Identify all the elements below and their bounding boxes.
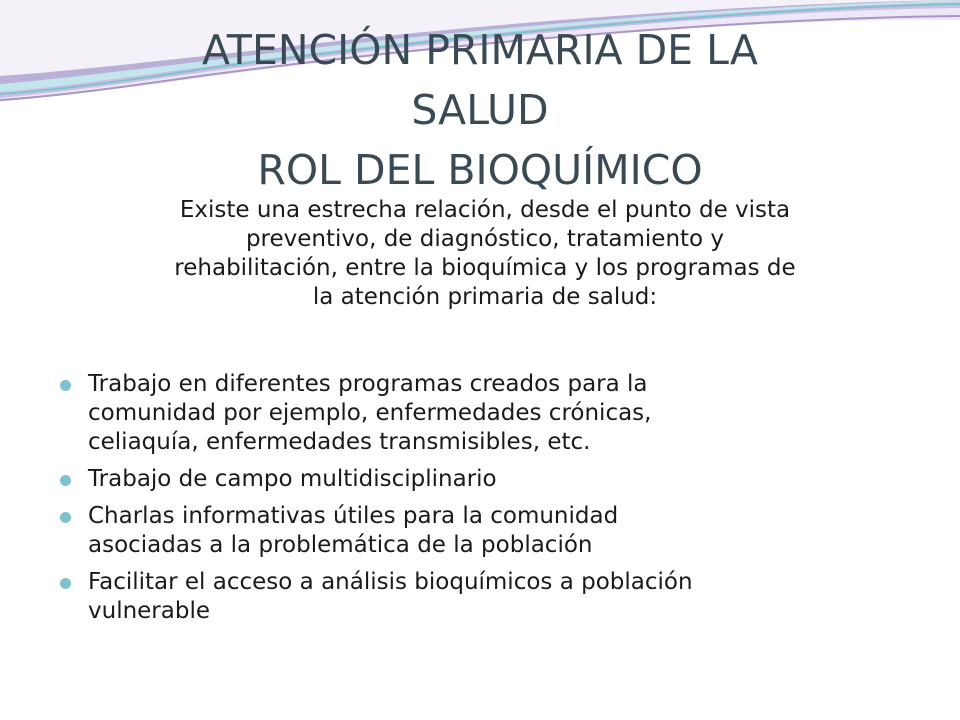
bullet-dot-icon bbox=[60, 380, 71, 391]
title-line: SALUD bbox=[411, 86, 549, 134]
bullet-item bbox=[60, 370, 920, 457]
bullet-text: Trabajo de campo multidisciplinario bbox=[88, 466, 497, 492]
bullet-item bbox=[60, 502, 920, 560]
bullet-dot-icon bbox=[60, 512, 71, 523]
bullet-text: celiaquía, enfermedades transmisibles, etc. bbox=[88, 429, 591, 455]
intro-line: Existe una estrecha relación, desde el punto de vista bbox=[179, 197, 791, 223]
intro-line: la atención primaria de salud: bbox=[312, 284, 658, 310]
bullet-item bbox=[60, 568, 920, 626]
intro-line: rehabilitación, entre la bioquímica y los programas de bbox=[174, 255, 796, 281]
bullet-text: asociadas a la problemática de la población bbox=[88, 532, 593, 558]
intro-paragraph bbox=[80, 196, 890, 312]
bullet-text: vulnerable bbox=[88, 598, 210, 624]
slide-title bbox=[80, 20, 880, 200]
bullet-text: Trabajo en diferentes programas creados para la bbox=[88, 371, 648, 397]
bullet-text: comunidad por ejemplo, enfermedades crónicas, bbox=[88, 400, 652, 426]
bullet-item bbox=[60, 465, 920, 494]
bullet-text: Facilitar el acceso a análisis bioquímicos a población bbox=[88, 569, 693, 595]
bullet-dot-icon bbox=[60, 578, 71, 589]
intro-line: preventivo, de diagnóstico, tratamiento y bbox=[245, 226, 725, 252]
bullet-dot-icon bbox=[60, 475, 71, 486]
title-line: ROL DEL BIOQUÍMICO bbox=[257, 146, 703, 194]
title-line: ATENCIÓN PRIMARIA DE LA bbox=[202, 26, 758, 74]
bullet-text: Charlas informativas útiles para la comunidad bbox=[88, 503, 619, 529]
bullet-list bbox=[60, 370, 920, 634]
